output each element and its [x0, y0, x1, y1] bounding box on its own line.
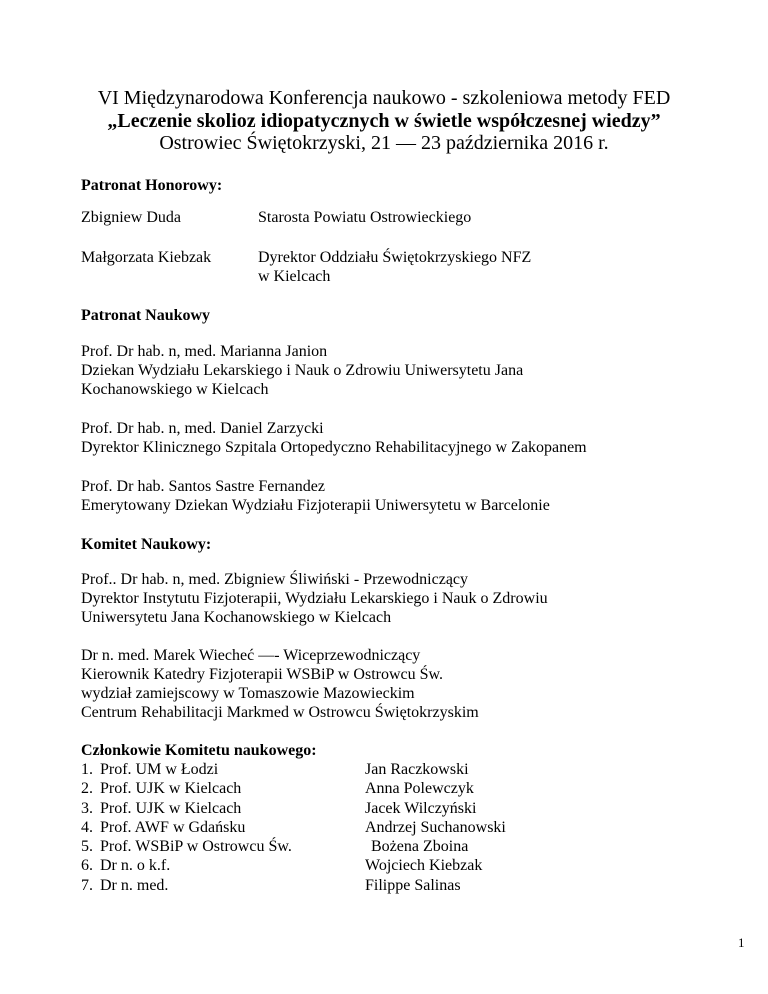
member-institution: Dr n. med. [100, 876, 169, 894]
members-heading: Członkowie Komitetu naukowego: [81, 742, 317, 759]
item-number: 1. [81, 761, 93, 778]
item-number: 4. [81, 818, 93, 836]
member-institution: Dr n. o k.f. [100, 857, 171, 875]
honorary-heading: Patronat Honorowy: [81, 177, 223, 194]
honorary-role: Starosta Powiatu Ostrowieckiego [258, 209, 472, 226]
committee-vice: Dr n. med. Marek Wiecheć —- Wiceprzewodniczący [81, 647, 421, 664]
patron-name: Prof. Dr hab. n, med. Marianna Janion [81, 343, 328, 360]
item-number: 7. [81, 876, 93, 894]
honorary-name: Małgorzata Kiebzak [81, 249, 212, 266]
patron-name: Prof. Dr hab. n, med. Daniel Zarzycki [81, 420, 324, 437]
honorary-role: w Kielcach [258, 268, 331, 285]
page-number: 1 [738, 935, 745, 950]
member-name: Jacek Wilczyński [365, 799, 477, 817]
member-institution: Prof. UM w Łodzi [100, 761, 219, 778]
patron-description: Kochanowskiego w Kielcach [81, 381, 269, 398]
member-institution: Prof. UJK w Kielcach [100, 780, 242, 798]
member-institution: Prof. WSBiP w Ostrowcu Św. [100, 838, 292, 856]
item-number: 5. [81, 838, 93, 856]
conference-theme: „Leczenie skolioz idiopatycznych w świetle współczesnej wiedzy” [107, 110, 661, 132]
honorary-name: Zbigniew Duda [81, 209, 181, 226]
conference-title: VI Międzynarodowa Konferencja naukowo - szkoleniowa metody FED [97, 87, 671, 109]
patron-description: Emerytowany Dziekan Wydziału Fizjoterapii Uniwersytetu w Barcelonie [81, 497, 550, 514]
patron-description: Dyrektor Klinicznego Szpitala Ortopedyczno Rehabilitacyjnego w Zakopanem [81, 439, 587, 456]
patron-name: Prof. Dr hab. Santos Sastre Fernandez [81, 478, 325, 495]
conference-place-date: Ostrowiec Świętokrzyski, 21 — 23 października 2016 r. [159, 132, 609, 154]
committee-chair-affiliation: Dyrektor Instytutu Fizjoterapii, Wydziału Lekarskiego i Nauk o Zdrowiu [81, 590, 548, 607]
committee-vice-affiliation: wydział zamiejscowy w Tomaszowie Mazowieckim [81, 685, 415, 702]
member-institution: Prof. UJK w Kielcach [100, 799, 242, 817]
committee-vice-affiliation: Centrum Rehabilitacji Markmed w Ostrowcu Świętokrzyskim [81, 704, 479, 721]
member-name: Filippe Salinas [365, 876, 461, 894]
committee-chair-affiliation: Uniwersytetu Jana Kochanowskiego w Kielcach [81, 609, 392, 626]
member-name: Anna Polewczyk [365, 780, 474, 798]
member-name: Bożena Zboina [371, 838, 469, 856]
patron-description: Dziekan Wydziału Lekarskiego i Nauk o Zdrowiu Uniwersytetu Jana [81, 362, 524, 379]
item-number: 6. [81, 857, 93, 875]
honorary-role: Dyrektor Oddziału Świętokrzyskiego NFZ [258, 249, 532, 266]
item-number: 2. [81, 780, 93, 798]
committee-vice-affiliation: Kierownik Katedry Fizjoterapii WSBiP w Ostrowcu Św. [81, 666, 444, 683]
member-institution: Prof. AWF w Gdańsku [100, 818, 246, 836]
committee-heading: Komitet Naukowy: [81, 536, 212, 553]
member-name: Andrzej Suchanowski [365, 818, 506, 836]
member-name: Wojciech Kiebzak [365, 857, 483, 875]
item-number: 3. [81, 799, 93, 817]
committee-chair: Prof.. Dr hab. n, med. Zbigniew Śliwiński - Przewodniczący [81, 571, 469, 588]
member-name: Jan Raczkowski [365, 761, 469, 778]
scientific-patronage-heading: Patronat Naukowy [81, 307, 211, 324]
